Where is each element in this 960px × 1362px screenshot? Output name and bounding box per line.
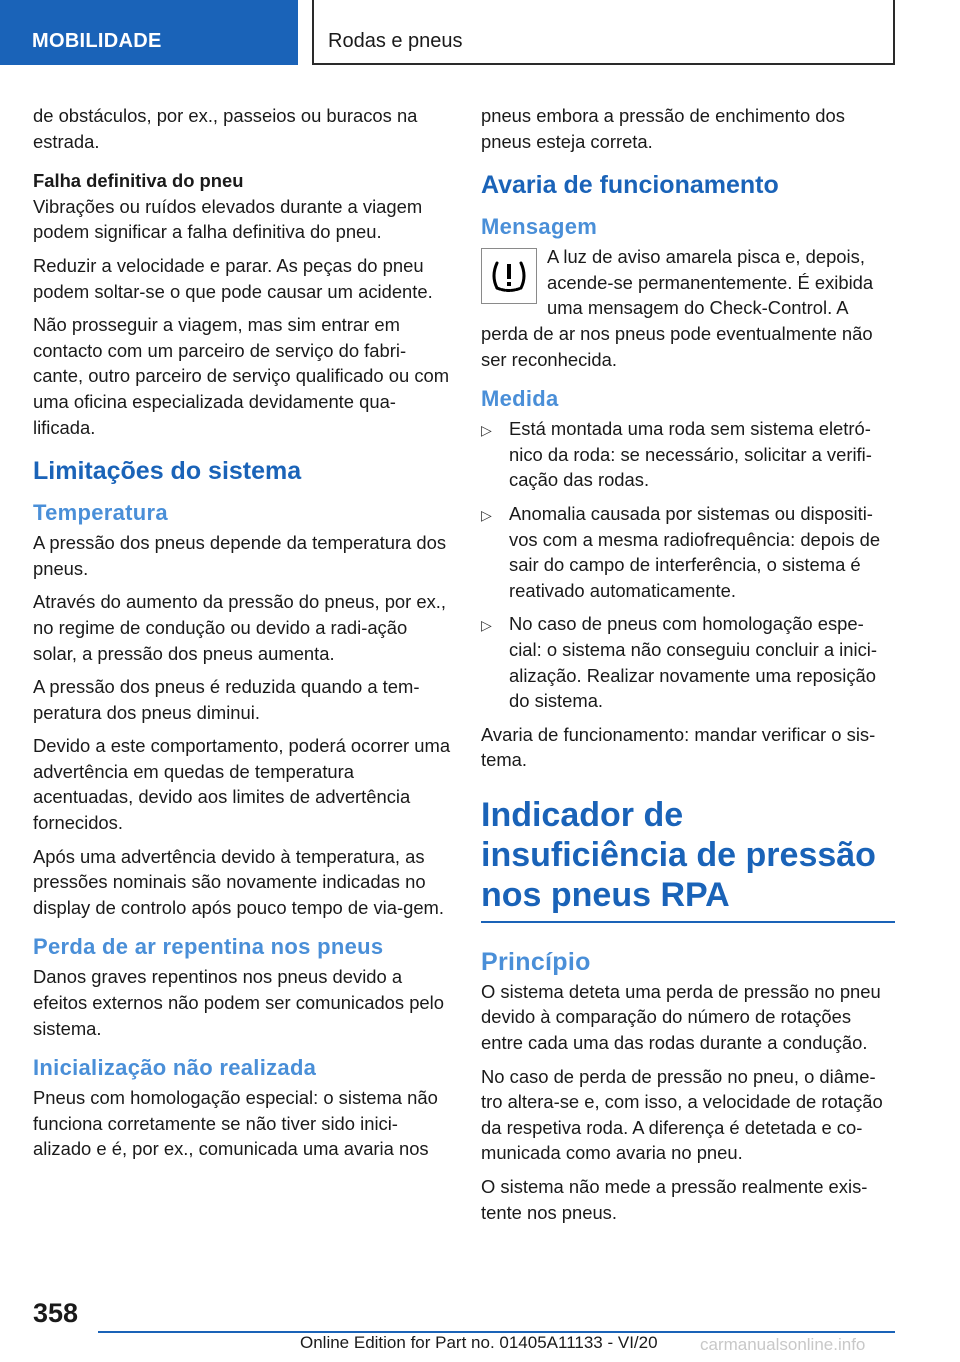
paragraph: Devido a este comportamento, poderá ocorrer uma advertência em quedas de temperatura acentuadas, devido aos limites de advertência fornecidos. bbox=[33, 735, 451, 834]
list-item: ▷ Está montada uma roda sem sistema eletró-nico da roda: se necessário, solicitar a verifi-cação das rodas. bbox=[481, 418, 872, 491]
inline-heading: Falha definitiva do pneu bbox=[33, 170, 244, 192]
subsection-heading: Princípio bbox=[481, 947, 591, 976]
paragraph: O sistema deteta uma perda de pressão no pneu devido à comparação do número de rotações entre cada uma das rodas durante a condução. bbox=[481, 980, 881, 1054]
subsection-heading: Medida bbox=[481, 386, 559, 412]
warning-message-block bbox=[481, 244, 895, 372]
paragraph: Vibrações ou ruídos elevados durante a viagem podem significar a falha definitiva do pneu. bbox=[33, 195, 423, 243]
paragraph: Avaria de funcionamento: mandar verificar o sis-tema. bbox=[481, 723, 876, 771]
tire-pressure-warning-icon bbox=[481, 248, 537, 304]
paragraph: No caso de perda de pressão no pneu, o diâme-tro altera-se e, com isso, a velocidade de rotação da respetiva roda. A diferença é detetada e co-municada como avaria no pneu. bbox=[481, 1065, 883, 1164]
subsection-heading: Inicialização não realizada bbox=[33, 1055, 317, 1081]
paragraph: Reduzir a velocidade e parar. As peças do pneu podem soltar-se o que pode causar um acidente. bbox=[33, 254, 433, 302]
list-item: ▷ No caso de pneus com homologação espe-cial: o sistema não conseguiu concluir a inici-alização. Realizar novamente uma reposição do sistema. bbox=[481, 613, 877, 712]
paragraph: pneus embora a pressão de enchimento dos pneus esteja correta. bbox=[481, 105, 845, 152]
chapter-heading: Indicador de insuficiência de pressão nos pneus RPA bbox=[481, 795, 895, 923]
paragraph: Não prosseguir a viagem, mas sim entrar em contacto com um parceiro de serviço do fabri-cante, outro parceiro de serviço qualificado ou com uma oficina especializada devidamente qua-lificada. bbox=[33, 314, 450, 438]
paragraph: A pressão dos pneus depende da temperatura dos pneus. bbox=[33, 532, 447, 579]
paragraph: Após uma advertência devido à temperatura, as pressões nominais são novamente indicadas no display de controlo após pouco tempo de via-gem. bbox=[33, 845, 444, 918]
paragraph: de obstáculos, por ex., passeios ou buracos na estrada. bbox=[33, 105, 418, 152]
page-number: 358 bbox=[33, 1298, 79, 1328]
subsection-heading: Perda de ar repentina nos pneus bbox=[33, 934, 384, 960]
list-item: ▷ Anomalia causada por sistemas ou dispositi-vos com a mesma radiofrequência: depois de sair do campo de interferência, o sistema é reativado automaticamente. bbox=[481, 502, 881, 601]
paragraph: O sistema não mede a pressão realmente exis-tente nos pneus. bbox=[481, 1176, 868, 1223]
edition-note: Online Edition for Part no. 01405A11133 - VI/20 bbox=[300, 1333, 658, 1352]
paragraph: Através do aumento da pressão do pneus, por ex., no regime de condução ou devido a radi-ação solar, a pressão dos pneus aumenta. bbox=[33, 591, 447, 664]
right-column bbox=[481, 103, 895, 1233]
paragraph: Pneus com homologação especial: o sistema não funciona corretamente se não tiver sido inici-alizado e é, por ex., comunicada uma avaria nos bbox=[33, 1087, 438, 1160]
chapter-title: Rodas e pneus bbox=[312, 0, 895, 65]
watermark: carmanualsonline.info bbox=[700, 1335, 866, 1354]
paragraph: Danos graves repentinos nos pneus devido a efeitos externos não podem ser comunicados pelo sistema. bbox=[33, 966, 444, 1039]
paragraph: A luz de aviso amarela pisca e, depois, acende-se permanentemente. É exibida uma mensagem do Check-Control. A perda de ar nos pneus pode eventualmente não ser reconhecida. bbox=[481, 246, 874, 370]
left-column bbox=[33, 103, 451, 1170]
subsection-heading: Temperatura bbox=[33, 500, 168, 526]
bullet-list bbox=[481, 416, 895, 714]
triangle-bullet-icon: ▷ bbox=[481, 506, 492, 523]
paragraph: A pressão dos pneus é reduzida quando a tem-peratura dos pneus diminui. bbox=[33, 676, 420, 723]
section-tab: MOBILIDADE bbox=[0, 0, 298, 65]
triangle-bullet-icon: ▷ bbox=[481, 617, 492, 634]
section-heading: Avaria de funcionamento bbox=[481, 171, 779, 200]
triangle-bullet-icon: ▷ bbox=[481, 422, 492, 439]
subsection-heading: Mensagem bbox=[481, 214, 598, 240]
section-heading: Limitações do sistema bbox=[33, 457, 302, 486]
